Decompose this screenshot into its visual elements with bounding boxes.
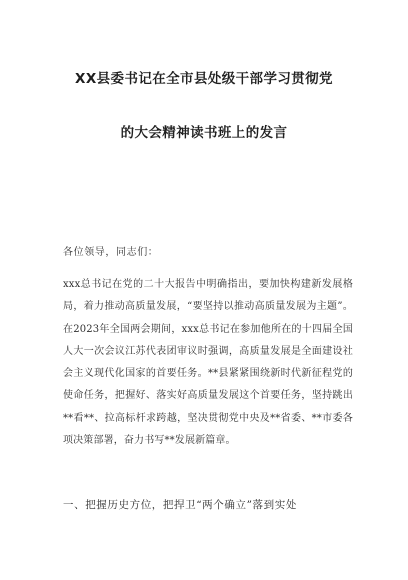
body-paragraph-1: xxx总书记在党的二十大报告中明确指出，要加快构建新发展格局，着力推动高质量发展，“要坚持以推动高质量发展为主题”。在2023年全国两会期间，xxx总书记在参加他所在的十四届全国人大一次会议江苏代表团审议时强调，高质量发展是全面建设社会主义现代化国家的首要任务。**县紧紧围绕新时代新征程党的使命任务，把握好、落实好高质量发展这个首要任务，坚持跳出**看**、拉高标杆求跨越，坚决贯彻党中央及**省委、**市委各项决策部署，奋力书写**发展新篇章。	[63, 279, 353, 447]
document-title-line-1: XX县委书记在全市县处级干部学习贯彻党	[75, 71, 333, 87]
document-title-line-2: 的大会精神读书班上的发言	[120, 125, 288, 141]
salutation: 各位领导，同志们：	[63, 247, 159, 258]
section-heading-1: 一、把握历史方位，把捍卫“两个确立”落到实处	[63, 499, 297, 511]
